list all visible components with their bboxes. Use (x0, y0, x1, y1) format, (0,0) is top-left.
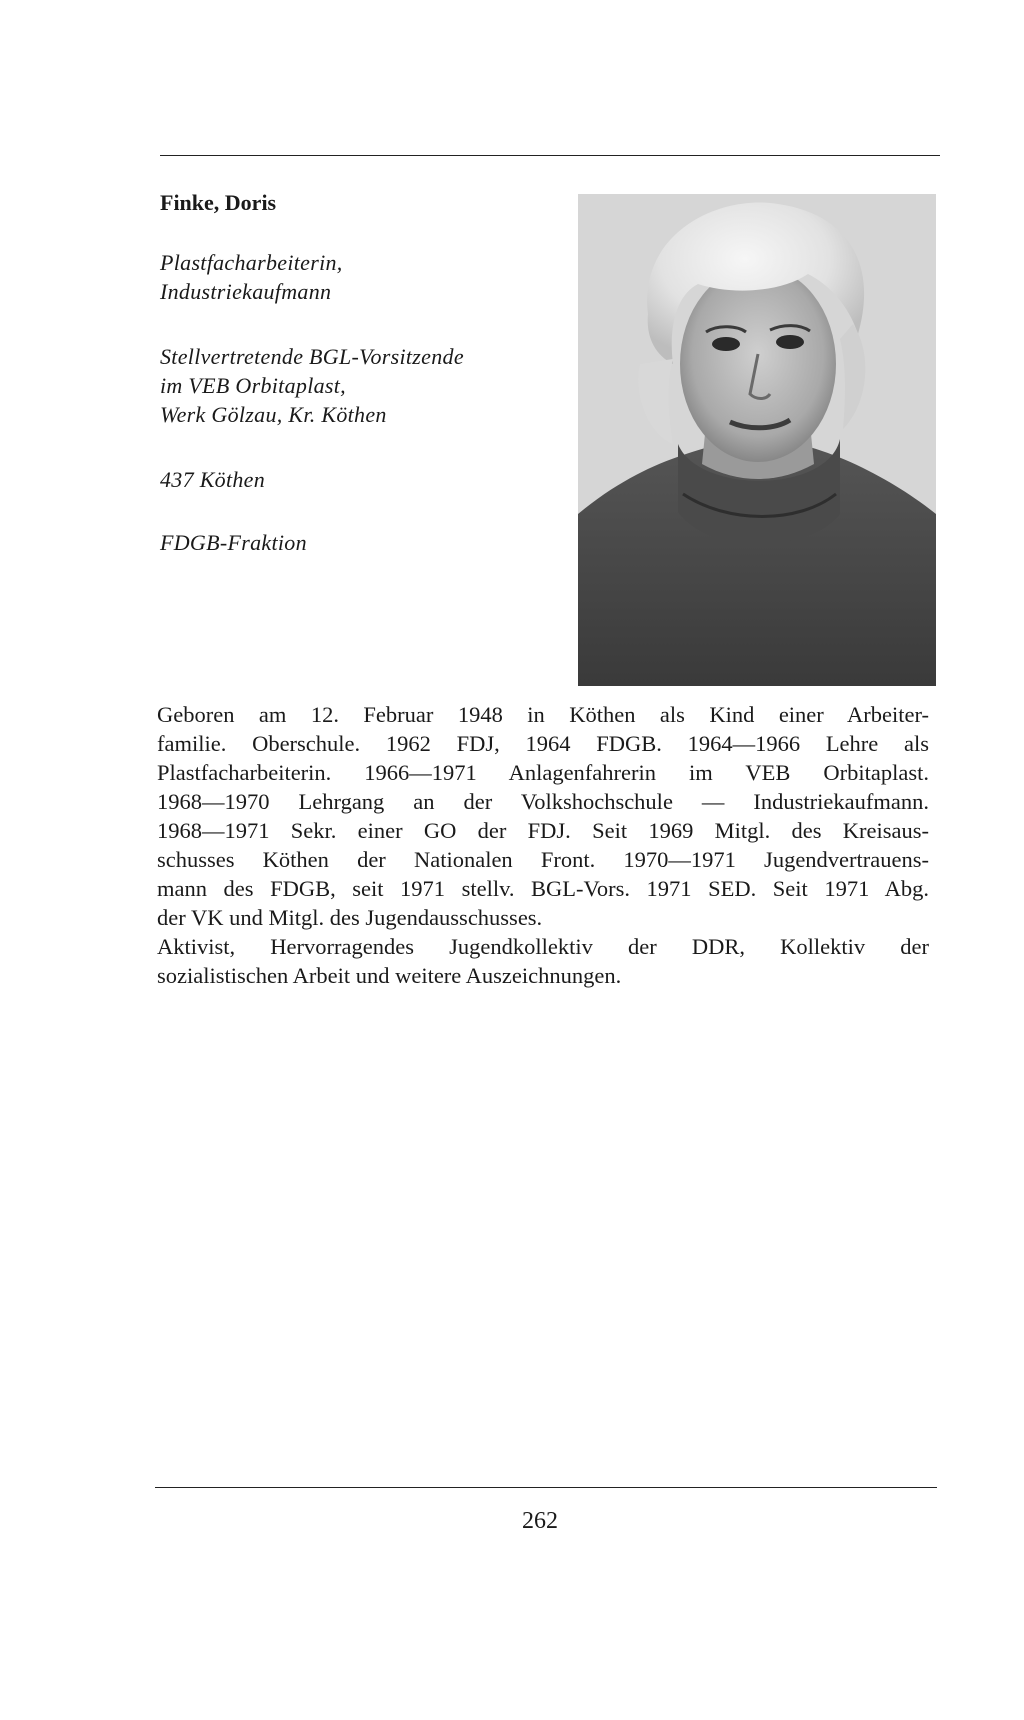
position-line: Stellvertretende BGL-Vorsitzende (160, 344, 464, 369)
awards-line: sozialistischen Arbeit und weitere Auszeichnungen. (157, 963, 622, 988)
top-rule (160, 155, 940, 156)
biography-line: Plastfacharbeiterin. 1966—1971 Anlagenfahrerin im VEB Orbitaplast. (157, 760, 929, 785)
faction-line: FDGB-Fraktion (160, 530, 307, 555)
page-number: 262 (522, 1508, 558, 1534)
profession-line: Plastfacharbeiterin, (160, 250, 343, 275)
profession-block (160, 248, 580, 306)
position-line: im VEB Orbitaplast, (160, 373, 346, 398)
city-line: 437 Köthen (160, 467, 266, 492)
entry-name: Finke, Doris (160, 190, 277, 215)
biography-line: der VK und Mitgl. des Jugendausschusses. (157, 905, 543, 930)
biography-line: mann des FDGB, seit 1971 stellv. BGL-Vors. 1971 SED. Seit 1971 Abg. (157, 876, 929, 901)
biography-paragraph (157, 700, 929, 990)
awards-line: Aktivist, Hervorragendes Jugendkollektiv der DDR, Kollektiv der (157, 934, 929, 959)
biography-line: schusses Köthen der Nationalen Front. 1970—1971 Jugendvertrauens- (157, 847, 929, 872)
profession-line: Industriekaufmann (160, 279, 332, 304)
position-block (160, 342, 580, 429)
biography-line: 1968—1971 Sekr. einer GO der FDJ. Seit 1969 Mitgl. des Kreisaus- (157, 818, 929, 843)
position-line: Werk Gölzau, Kr. Köthen (160, 402, 387, 427)
biography-line: familie. Oberschule. 1962 FDJ, 1964 FDGB. 1964—1966 Lehre als (157, 731, 929, 756)
portrait-photo (578, 194, 936, 686)
biography-line: Geboren am 12. Februar 1948 in Köthen als Kind einer Arbeiter- (157, 702, 929, 727)
bottom-rule (155, 1487, 937, 1488)
biography-line: 1968—1970 Lehrgang an der Volkshochschule — Industriekaufmann. (157, 789, 929, 814)
